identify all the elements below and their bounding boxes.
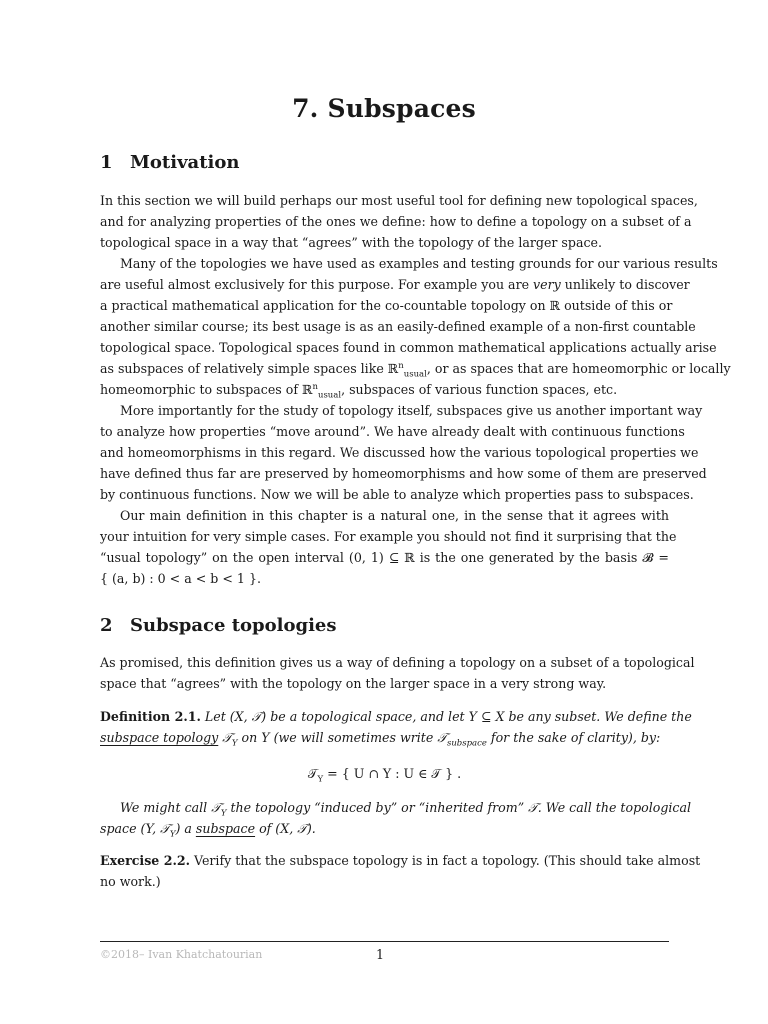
text-line: { (a, b) : 0 < a < b < 1 }. (100, 571, 261, 586)
text-line: a practical mathematical application for the co-countable topology on ℝ outside of this or (100, 298, 673, 313)
definition-2-1 (100, 706, 692, 749)
paragraph-motivation-1 (100, 190, 698, 253)
exercise-2-2 (100, 850, 701, 892)
section-title: Motivation (130, 152, 240, 173)
emphasis-very: very (533, 277, 561, 292)
section-heading-motivation (100, 152, 239, 173)
text-line: by continuous functions. Now we will be able to analyze which properties pass to subspaces. (100, 487, 694, 502)
text-line: subspace topology 𝒯$_Y$ on Y (we will sometimes write 𝒯$_{subspace}$ for the sake of clarity), by: (100, 730, 661, 749)
paragraph-motivation-3 (100, 400, 707, 505)
text-line: and homeomorphisms in this regard. We discussed how the various topological properties we (100, 445, 699, 460)
text-line: as subspaces of relatively simple spaces like ℝ$^n_{usual}$, or as spaces that are homeomorphic or locally (100, 360, 731, 380)
page-number: 1 (376, 947, 385, 962)
exercise-label: Exercise 2.2. (100, 853, 190, 868)
section-title: Subspace topologies (130, 615, 337, 636)
text-line: to analyze how properties “move around”. We have already dealt with continuous functions (100, 424, 685, 439)
text-line: As promised, this definition gives us a way of defining a topology on a subset of a topological (100, 655, 695, 670)
footer-rule (100, 941, 669, 942)
text-line: homeomorphic to subspaces of ℝ$^n_{usual}$, subspaces of various function spaces, etc. (100, 381, 618, 401)
text-line: Our main definition in this chapter is a natural one, in the sense that it agrees with (120, 508, 669, 523)
definition-label: Definition 2.1. (100, 709, 201, 724)
defined-term-subspace-topology: subspace topology (100, 730, 219, 745)
text-line: no work.) (100, 874, 161, 889)
text-line: space that “agrees” with the topology on the larger space in a very strong way. (100, 676, 607, 691)
text-line: topological space. Topological spaces found in common mathematical applications actually arise (100, 340, 717, 355)
text-line: Many of the topologies we have used as examples and testing grounds for our various results (120, 256, 718, 271)
text-line: have defined thus far are preserved by homeomorphisms and how some of them are preserved (100, 466, 707, 481)
subscript-usual: usual (403, 369, 427, 380)
text-line: “usual topology” on the open interval (0, 1) ⊆ ℝ is the one generated by the basis 𝓑 = (100, 550, 669, 565)
paragraph-motivation-2 (100, 253, 731, 401)
text-line: and for analyzing properties of the ones we define: how to define a topology on a subset of a (100, 214, 692, 229)
equation-subspace-topology: 𝒯$_Y$ = { U ∩ Y : U ∈ 𝒯 } . (307, 766, 462, 785)
section-number: 2 (100, 615, 113, 636)
paragraph-subspace-intro (100, 652, 695, 694)
paragraph-motivation-4 (100, 505, 677, 589)
text-line: topological space in a way that “agrees” with the topology of the larger space. (100, 235, 602, 250)
defined-term-subspace: subspace (195, 821, 256, 836)
section-heading-subspace-topologies (100, 615, 337, 636)
text-line: Definition 2.1. Let (X, 𝒯) be a topological space, and let Y ⊆ X be any subset. We define the (100, 709, 692, 724)
section-number: 1 (100, 152, 113, 173)
definition-remark (100, 797, 691, 840)
text-line: In this section we will build perhaps our most useful tool for defining new topological spaces, (100, 193, 698, 208)
subscript-usual: usual (317, 390, 342, 401)
text-line: another similar course; its best usage is as an easily-defined example of a non-first countable (100, 319, 696, 334)
text-line: are useful almost exclusively for this purpose. For example you are very unlikely to discover (100, 277, 690, 292)
superscript-n: n (398, 360, 404, 371)
text-line: Exercise 2.2. Verify that the subspace topology is in fact a topology. (This should take almost (100, 853, 701, 868)
text-line: We might call 𝒯$_Y$ the topology “induced by” or “inherited from” 𝒯. We call the topological (120, 800, 691, 819)
text-line: space (Y, 𝒯$_Y$) a subspace of (X, 𝒯). (100, 821, 316, 840)
text-line: your intuition for very simple cases. For example you should not find it surprising that the (100, 529, 677, 544)
text-line: More importantly for the study of topology itself, subspaces give us another important way (120, 403, 703, 418)
superscript-n: n (312, 381, 318, 392)
footer-copyright: ©2018– Ivan Khatchatourian (100, 948, 263, 961)
chapter-title: 7. Subspaces (292, 94, 476, 123)
